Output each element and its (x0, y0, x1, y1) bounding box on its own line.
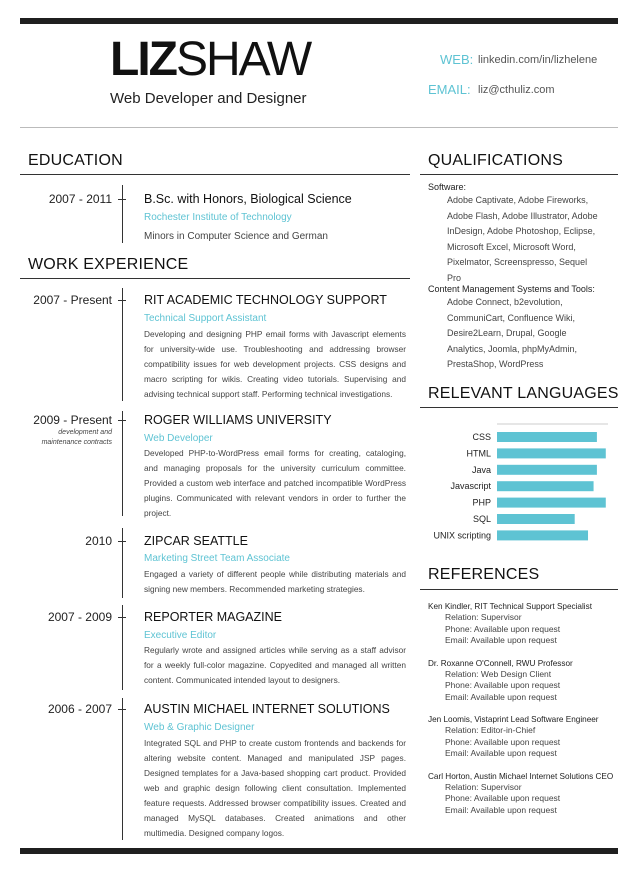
qualification-line: InDesign, Adobe Photoshop, Eclipse, (447, 226, 596, 237)
job-note: development and maintenance contracts (41, 429, 112, 446)
email-label: EMAIL: (428, 82, 471, 97)
job-timeline (122, 288, 123, 401)
school: Rochester Institute of Technology (144, 212, 292, 223)
language-label: Java (471, 464, 491, 475)
reference-detail: Email: Available upon request (445, 635, 557, 645)
language-label: CSS (472, 432, 491, 442)
qualification-line: Microsoft Excel, Microsoft Word, (447, 241, 576, 252)
qualification-line: Adobe Captivate, Adobe Fireworks, (447, 195, 589, 205)
job-date: 2009 - Present (33, 413, 112, 427)
job-date: 2007 - Present (33, 293, 112, 307)
reference-name: Dr. Roxanne O'Connell, RWU Professor (428, 658, 573, 668)
reference-name: Jen Loomis, Vistaprint Lead Software Engineer (428, 715, 599, 724)
job-description: Regularly wrote and assigned articles while serving as a staff advisor for a weekly full-color magazine. Copyedited and managed all written content. Communicated intended layout to designers. (144, 645, 406, 685)
job-role: Executive Editor (144, 630, 217, 641)
job-title: Web Developer and Designer (110, 90, 307, 107)
language-label: UNIX scripting (433, 530, 491, 541)
job-role: Web Developer (144, 433, 213, 444)
job-role: Technical Support Assistant (144, 313, 267, 324)
cms-list (447, 295, 577, 373)
timeline-tick (118, 300, 126, 301)
job-org: ZIPCAR SEATTLE (144, 534, 248, 548)
job-timeline (122, 411, 123, 516)
qualification-line: Analytics, Joomla, phpMyAdmin, (447, 343, 578, 354)
reference-detail: Relation: Web Design Client (445, 668, 552, 679)
language-bar (497, 465, 597, 475)
language-bar (497, 481, 594, 491)
degree: B.Sc. with Honors, Biological Science (144, 192, 352, 206)
web-link[interactable]: linkedin.com/in/lizhelene (478, 54, 598, 66)
web-label: WEB: (440, 52, 474, 67)
software-label: Software: (428, 182, 467, 192)
reference-name: Carl Horton, Austin Michael Internet Solutions CEO (428, 771, 614, 781)
timeline-tick (118, 199, 126, 200)
language-label: HTML (466, 448, 491, 459)
software-list (447, 193, 598, 287)
top-bar (20, 18, 618, 24)
job-timeline (122, 698, 123, 840)
reference-entry (428, 714, 618, 760)
reference-entry (428, 658, 618, 704)
qualifications-heading: QUALIFICATIONS (428, 152, 563, 169)
reference-detail: Email: Available upon request (445, 748, 557, 758)
person-name (110, 33, 311, 86)
education-date: 2007 - 2011 (48, 192, 112, 206)
education-heading: EDUCATION (28, 152, 123, 169)
job-timeline (122, 528, 123, 598)
qualification-line: Adobe Connect, b2evolution, (447, 297, 563, 307)
reference-detail: Phone: Available upon request (445, 623, 561, 634)
qualifications-divider (420, 174, 618, 175)
reference-detail: Phone: Available upon request (445, 680, 561, 690)
languages-divider (420, 407, 618, 408)
qualification-line: PrestaShop, WordPress (447, 359, 544, 370)
job-org: ROGER WILLIAMS UNIVERSITY (144, 413, 332, 427)
language-bar (497, 448, 606, 458)
timeline-tick (118, 617, 126, 618)
reference-detail: Relation: Supervisor (445, 612, 522, 622)
qualification-line: CommuniCart, Confluence Wiki, (447, 312, 576, 323)
reference-entry (428, 771, 618, 817)
languages-chart (420, 418, 618, 550)
qualification-line: Pixelmator, Screenspresso, Sequel (447, 257, 588, 268)
job-description: Developed PHP-to-WordPress email forms for creating, cataloging, and managing proposals for the university curriculum committee. Provided a custom web interface and patched incompatible WordPress plugins. Communicated with relevant vendors in order to further the project. (144, 448, 406, 518)
job-date: 2007 - 2009 (47, 610, 112, 624)
job-description: Engaged a variety of different people while distributing materials and signing new members. Recommended marketing strategies. (144, 569, 406, 594)
reference-detail: Email: Available upon request (445, 804, 557, 815)
language-bar (497, 514, 575, 524)
timeline-tick (118, 420, 126, 421)
reference-detail: Email: Available upon request (445, 691, 557, 702)
work-divider (20, 278, 410, 279)
timeline-tick (118, 541, 126, 542)
reference-detail: Phone: Available upon request (445, 793, 561, 803)
education-timeline (122, 185, 123, 243)
reference-detail: Relation: Editor-in-Chief (445, 725, 536, 735)
job-role: Web & Graphic Designer (144, 722, 255, 733)
language-bar (497, 530, 588, 540)
qualification-line: Pro (447, 272, 462, 283)
job-description: Integrated SQL and PHP to create custom frontends and backends for altering website content. Managed and manipulated JSP pages. Designed templates for a Java-based shopping cart product. Provided web and graphic design following client consultation. Implemented feature requests. Addressed browser compatibility issues. Created and managed MySQL databases. Created animations and other multimedia. Designed company logos. (144, 738, 406, 838)
language-bar (497, 498, 606, 508)
email-link[interactable]: liz@cthuliz.com (478, 84, 555, 96)
cms-label: Content Management Systems and Tools: (428, 284, 595, 294)
job-org: AUSTIN MICHAEL INTERNET SOLUTIONS (144, 702, 390, 716)
language-label: Javascript (450, 481, 491, 492)
qualification-line: Desire2Learn, Drupal, Google (447, 328, 567, 339)
minors: Minors in Computer Science and German (144, 231, 328, 242)
job-date: 2006 - 2007 (47, 702, 112, 716)
languages-chart-svg (420, 418, 618, 550)
header-divider (20, 127, 618, 128)
reference-entry (428, 601, 618, 647)
references-heading: REFERENCES (428, 566, 540, 583)
language-label: PHP (472, 497, 491, 508)
language-label: SQL (472, 514, 491, 524)
education-divider (20, 174, 410, 175)
bottom-bar (20, 848, 618, 854)
job-date: 2010 (85, 534, 112, 548)
job-role: Marketing Street Team Associate (144, 553, 290, 564)
references-divider (420, 589, 618, 590)
reference-name: Ken Kindler, RIT Technical Support Specialist (428, 602, 592, 611)
reference-detail: Phone: Available upon request (445, 736, 561, 747)
timeline-tick (118, 709, 126, 710)
qualification-line: Adobe Flash, Adobe Illustrator, Adobe (447, 210, 598, 221)
job-org: REPORTER MAGAZINE (144, 610, 282, 624)
languages-heading: RELEVANT LANGUAGES (428, 385, 619, 402)
last-name: SHAW (175, 33, 311, 86)
first-name: LIZ (110, 33, 176, 86)
job-org: RIT ACADEMIC TECHNOLOGY SUPPORT (144, 293, 387, 307)
reference-detail: Relation: Supervisor (445, 781, 522, 792)
language-bar (497, 432, 597, 442)
references-list (428, 601, 618, 827)
work-heading: WORK EXPERIENCE (28, 256, 189, 273)
job-description: Developing and designing PHP email forms with Javascript elements for university-wide use. Troubleshooting and addressing browser compatibility issues for web development projects. CSS designs and macro scripting for wikis. Creating video tutorials. Supervising and advising technical support staff. Performing technical investigations. (144, 329, 406, 399)
